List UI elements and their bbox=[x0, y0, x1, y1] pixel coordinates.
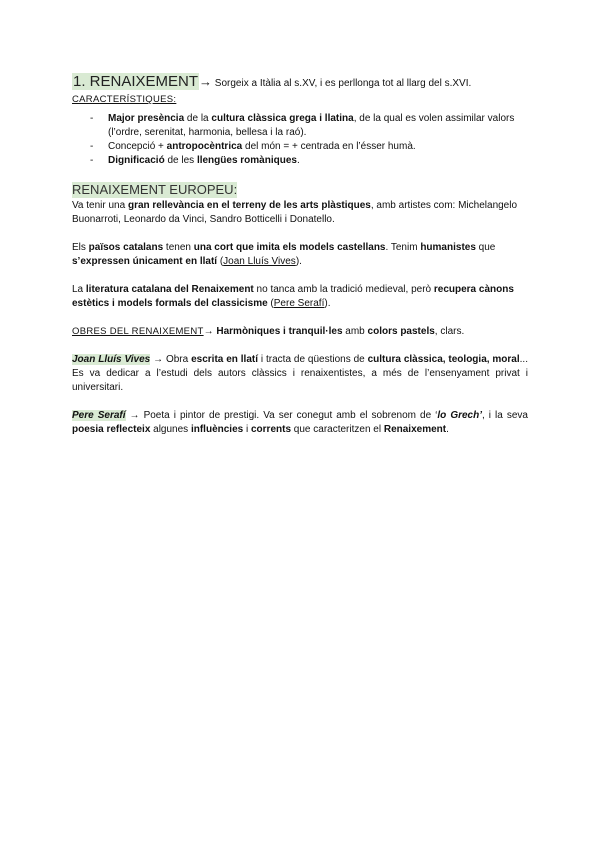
text: → Poeta i pintor de prestigi. Va ser conegut amb el sobrenom de ‘ bbox=[125, 410, 438, 421]
list-item bbox=[108, 154, 528, 168]
document-page bbox=[72, 72, 528, 437]
author-name: Joan Lluís Vives bbox=[72, 354, 151, 365]
text: del món = + centrada en l’ésser humà. bbox=[242, 141, 416, 152]
text: Va tenir una bbox=[72, 200, 128, 211]
text: ). bbox=[324, 298, 331, 309]
section2-title: RENAIXEMENT EUROPEU: bbox=[72, 182, 238, 197]
bold-text: corrents bbox=[251, 424, 292, 435]
underlined-reference: Pere Serafí bbox=[273, 298, 325, 309]
paragraph-works bbox=[72, 325, 528, 339]
text: ). bbox=[295, 256, 302, 267]
text: La bbox=[72, 284, 86, 295]
bold-text: Major presència bbox=[108, 113, 185, 124]
bold-text: escrita en llatí bbox=[191, 354, 259, 365]
text: ... Es va dedicar a l’estudi dels autors clàssics i renaixentistes, a més de l’ensenyament privat i universitari. bbox=[72, 354, 528, 393]
text: . bbox=[296, 155, 300, 166]
bold-text: antropocèntrica bbox=[166, 141, 243, 152]
bold-text: Dignificació bbox=[108, 155, 165, 166]
bold-text: Renaixement bbox=[383, 424, 447, 435]
text: , i la seva bbox=[482, 410, 528, 421]
bold-text: s’expressen únicament en llatí bbox=[72, 256, 218, 267]
text: algunes bbox=[150, 424, 191, 435]
bold-text: gran rellevància en el terreny de les arts plàstiques bbox=[127, 200, 371, 211]
paragraph-literature bbox=[72, 283, 528, 311]
bold-text: països catalans bbox=[88, 242, 164, 253]
text: . Tenim bbox=[385, 242, 421, 253]
bold-text: llengües romàniques bbox=[196, 155, 297, 166]
arrow: → bbox=[199, 74, 213, 89]
works-heading: OBRES DEL RENAIXEMENT bbox=[72, 326, 204, 337]
text: amb bbox=[342, 326, 368, 337]
bold-italic-text: lo Grech’ bbox=[437, 410, 482, 421]
bold-text: una cort que imita els models castellans bbox=[193, 242, 386, 253]
text: i tracta de qüestions de bbox=[258, 354, 368, 365]
section1-intro: Sorgeix a Itàlia al s.XV, i es perllonga tot al llarg del s.XVI. bbox=[212, 78, 472, 89]
text: que bbox=[475, 242, 496, 253]
text: ( bbox=[217, 256, 224, 267]
text: Els bbox=[72, 242, 89, 253]
text: i bbox=[243, 424, 251, 435]
text: de la bbox=[184, 113, 212, 124]
bold-text: cultura clàssica, teologia, moral bbox=[367, 354, 520, 365]
text: tenen bbox=[163, 242, 194, 253]
text: , de la qual es volen assimilar valors (l’ordre, serenitat, harmonia, bellesa i la raó). bbox=[108, 113, 515, 138]
paragraph-arts bbox=[72, 199, 528, 227]
list-item bbox=[108, 140, 528, 154]
text: de les bbox=[164, 155, 197, 166]
list-item bbox=[108, 112, 528, 140]
characteristics-heading: CARACTERÍSTIQUES: bbox=[72, 94, 177, 105]
bold-text: humanistes bbox=[420, 242, 476, 253]
characteristics-list bbox=[72, 112, 528, 168]
author-name: Pere Serafí bbox=[72, 410, 126, 421]
text: Concepció + bbox=[108, 141, 167, 152]
bold-text: influències bbox=[190, 424, 244, 435]
arrow: → bbox=[203, 326, 214, 337]
text: ( bbox=[267, 298, 274, 309]
text: , clars. bbox=[434, 326, 465, 337]
section1-title-row bbox=[72, 72, 528, 94]
bold-text: Harmòniques i tranquil·les bbox=[213, 326, 343, 337]
bold-text: cultura clàssica grega i llatina bbox=[211, 113, 354, 124]
paragraph-catalan-countries bbox=[72, 241, 528, 269]
paragraph-vives bbox=[72, 353, 528, 395]
section1-title: 1. RENAIXEMENT bbox=[73, 73, 199, 90]
bold-text: recupera cànons estètics i models formals del classicisme bbox=[72, 284, 514, 309]
bold-text: literatura catalana del Renaixement bbox=[85, 284, 254, 295]
text: no tanca amb la tradició medieval, però bbox=[253, 284, 434, 295]
text: , amb artistes com: Michelangelo Buonarroti, Leonardo da Vinci, Sandro Botticelli i Donatello. bbox=[72, 200, 518, 225]
text: . bbox=[446, 424, 449, 435]
paragraph-serafi bbox=[72, 409, 528, 437]
bold-text: colors pastels bbox=[367, 326, 435, 337]
underlined-reference: Joan Lluís Vives bbox=[223, 256, 296, 267]
bold-text: poesia reflecteix bbox=[72, 424, 151, 435]
text: → Obra bbox=[150, 354, 192, 365]
text: que caracteritzen el bbox=[291, 424, 384, 435]
